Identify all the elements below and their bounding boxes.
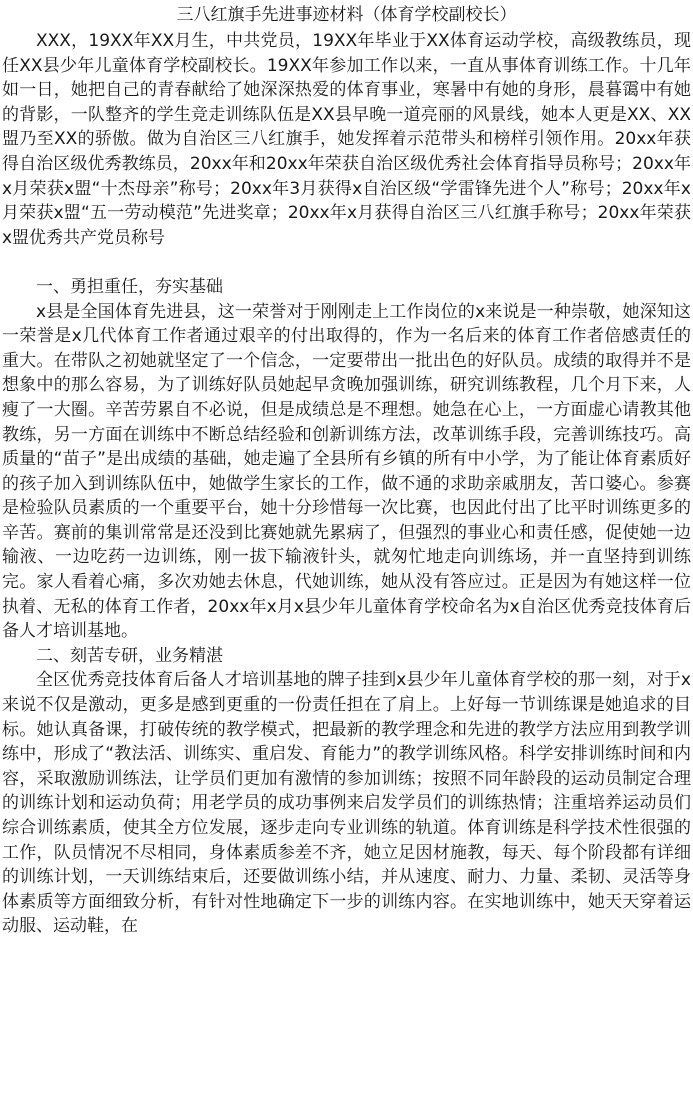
section-1-heading: 一、勇担重任，夯实基础	[36, 276, 223, 297]
intro-paragraph: XXX，19XX年XX月生，中共党员，19XX年毕业于XX体育运动学校，高级教练员，现任XX县少年儿童体育学校副校长。19XX年参加工作以来，一直从事体育训练工作。十几年如一日，她把自己的青春献给了她深深热爱的体育事业，寒暑中有她的身形，晨暮霭中有她的背影，一队整齐的学生竞走训练队伍是XX县早晚一道亮丽的风景线，她本人更是XX、XX盟乃至XX的骄傲。做为自治区三八红旗手，她发挥着示范带头和榜样引领作用。20xx年获得自治区级优秀教练员，20xx年和20xx年荣获自治区级优秀社会体育指导员称号；20xx年x月荣获x盟“十杰母亲”称号；20xx年3月获得x自治区级“学雷锋先进个人”称号；20xx年x月荣获x盟“五一劳动模范”先进奖章；20xx年x月获得自治区三八红旗手称号；20xx年荣获x盟优秀共产党员称号	[2, 31, 691, 248]
document-title: 三八红旗手先进事迹材料（体育学校副校长）	[176, 5, 517, 25]
paragraph-spacer	[2, 250, 691, 275]
section-2-paragraph: 全区优秀竞技体育后备人才培训基地的牌子挂到x县少年儿童体育学校的那一刻，对于x来说不仅是激动，更多是感到更重的一份责任担在了肩上。上好每一节训练课是她追求的目标。她认真备课，打破传统的教学模式，把最新的教学理念和先进的教学方法应用到教学训练中，形成了“教法活、训练实、重启发、育能力”的教学训练风格。科学安排训练时间和内容，采取激励训练法，让学员们更加有激情的参加训练；按照不同年龄段的运动员制定合理的训练计划和运动负荷；用老学员的成功事例来启发学员们的训练热情；注重培养运动员们综合训练素质，使其全方位发展，逐步走向专业训练的轨道。体育训练是科学技术性很强的工作，队员情况不尽相同，身体素质参差不齐，她立足因材施教，每天、每个阶段都有详细的训练计划，一天训练结束后，还要做训练小结，并从速度、耐力、力量、柔韧、灵活等身体素质等方面细致分析，有针对性地确定下一步的训练内容。在实地训练中，她天天穿着运动服、运动鞋，在	[2, 670, 691, 937]
section-1-paragraph: x县是全国体育先进县，这一荣誉对于刚刚走上工作岗位的x来说是一种崇敬，她深知这一荣誉是x几代体育工作者通过艰辛的付出取得的，作为一名后来的体育工作者倍感责任的重大。在带队之初她就坚定了一个信念，一定要带出一批出色的好队员。成绩的取得并不是想象中的那么容易，为了训练好队员她起早贪晚加强训练，研究训练教程，几个月下来，人瘦了一大圈。辛苦劳累自不必说，但是成绩总是不理想。她急在心上，一方面虚心请教其他教练，另一方面在训练中不断总结经验和创新训练方法，改革训练手段，完善训练技巧。高质量的“苗子”是出成绩的基础，她走遍了全县所有乡镇的所有中小学，为了能让体育素质好的孩子加入到训练队伍中，她做学生家长的工作，做不通的求助亲戚朋友，苦口婆心。参赛是检验队员素质的一个重要平台，她十分珍惜每一次比赛，也因此付出了比平时训练更多的辛苦。赛前的集训常常是还没到比赛她就先累病了，但强烈的事业心和责任感，促使她一边输液、一边吃药一边训练，刚一拔下输液针头，就匆忙地走向训练场，并一直坚持到训练完。家人看着心痛，多次劝她去休息，代她训练，她从没有答应过。正是因为有她这样一位执着、无私的体育工作者，20xx年x月x县少年儿童体育学校命名为x自治区优秀竞技体育后备人才培训基地。	[2, 301, 691, 642]
section-2-heading: 二、刻苦专研，业务精湛	[36, 645, 223, 666]
